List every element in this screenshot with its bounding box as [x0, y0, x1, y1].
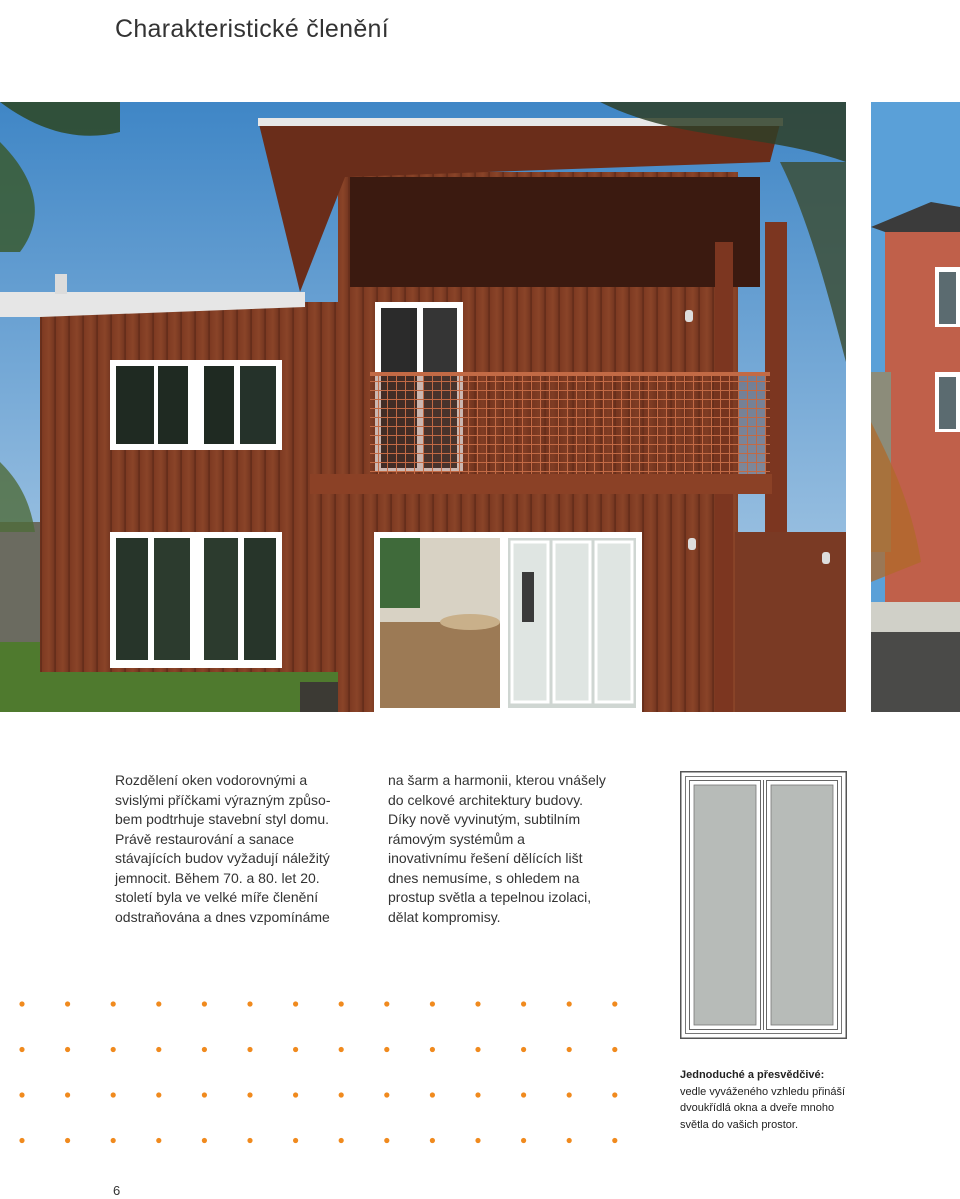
- decorative-dot: [339, 1001, 344, 1006]
- decorative-dot: [521, 1092, 526, 1097]
- decorative-dot: [475, 1047, 480, 1052]
- decorative-dot: [567, 1092, 572, 1097]
- decorative-dot: [339, 1138, 344, 1143]
- decorative-dot: [475, 1092, 480, 1097]
- decorative-dot: [612, 1047, 617, 1052]
- decorative-dot: [521, 1047, 526, 1052]
- decorative-dot: [202, 1138, 207, 1143]
- decorative-dot: [247, 1092, 252, 1097]
- decorative-dot: [567, 1047, 572, 1052]
- decorative-dot: [65, 1092, 70, 1097]
- building-photo: [871, 102, 960, 712]
- decorative-dot: [339, 1047, 344, 1052]
- decorative-dot: [612, 1001, 617, 1006]
- decorative-dot: [430, 1047, 435, 1052]
- decorative-dot: [612, 1138, 617, 1143]
- decorative-dot: [293, 1001, 298, 1006]
- decorative-dot: [202, 1001, 207, 1006]
- page-title: Charakteristické členění: [115, 14, 389, 43]
- house-photo: [0, 102, 846, 712]
- figure-caption: [680, 1067, 900, 1133]
- decorative-dot: [567, 1001, 572, 1006]
- decorative-dot: [111, 1138, 116, 1143]
- decorative-dot: [111, 1047, 116, 1052]
- decorative-dot: [65, 1001, 70, 1006]
- decorative-dot: [156, 1092, 161, 1097]
- caption-heading: Jednoduché a přesvědčivé:: [680, 1069, 825, 1081]
- decorative-dot-grid: [12, 994, 632, 1154]
- decorative-dot: [430, 1092, 435, 1097]
- page-number: 6: [113, 1183, 121, 1198]
- decorative-dot: [202, 1047, 207, 1052]
- body-text-column-2: na šarm a harmonii, kterou vnášely do celkové architektury budovy. Díky nově vyvinutým, subtilním rámovým systémům a inovativnímu řešení dělících lišt dnes nemusíme, s ohledem na prostup světla a tepelnou izolaci, dělat kompromisy.: [388, 772, 606, 925]
- decorative-dot: [19, 1001, 24, 1006]
- decorative-dot: [65, 1047, 70, 1052]
- decorative-dot: [111, 1001, 116, 1006]
- decorative-dot: [339, 1092, 344, 1097]
- decorative-dot: [247, 1047, 252, 1052]
- decorative-dot: [612, 1092, 617, 1097]
- decorative-dot: [111, 1092, 116, 1097]
- decorative-dot: [65, 1138, 70, 1143]
- decorative-dot: [521, 1138, 526, 1143]
- decorative-dot: [521, 1001, 526, 1006]
- decorative-dot: [156, 1047, 161, 1052]
- decorative-dot: [19, 1047, 24, 1052]
- decorative-dot: [156, 1138, 161, 1143]
- decorative-dot: [19, 1092, 24, 1097]
- decorative-dot: [19, 1138, 24, 1143]
- double-casement-window-icon: [680, 771, 847, 1039]
- decorative-dot: [156, 1001, 161, 1006]
- decorative-dot: [384, 1138, 389, 1143]
- decorative-dot: [293, 1138, 298, 1143]
- caption-body: vedle vyváženého vzhledu přináší dvoukřídlá okna a dveře mnoho světla do vašich prostor.: [680, 1085, 846, 1131]
- decorative-dot: [202, 1092, 207, 1097]
- decorative-dot: [567, 1138, 572, 1143]
- decorative-dot: [384, 1047, 389, 1052]
- decorative-dot: [475, 1138, 480, 1143]
- decorative-dot: [384, 1001, 389, 1006]
- decorative-dot: [247, 1138, 252, 1143]
- body-text-column-1: Rozdělení oken vodorovnými a svislými příčkami výrazným způso- bem podtrhuje stavební styl domu. Právě restaurování a sanace stávajících budov vyžadují náležitý jemnocit. Během 70. a 80. let 20. století byla ve velké míře členění odstraňována a dnes vzpomínáme: [115, 772, 331, 925]
- decorative-dot: [247, 1001, 252, 1006]
- decorative-dot: [475, 1001, 480, 1006]
- decorative-dot: [384, 1092, 389, 1097]
- decorative-dot: [293, 1092, 298, 1097]
- decorative-dot: [293, 1047, 298, 1052]
- decorative-dot: [430, 1138, 435, 1143]
- decorative-dot: [430, 1001, 435, 1006]
